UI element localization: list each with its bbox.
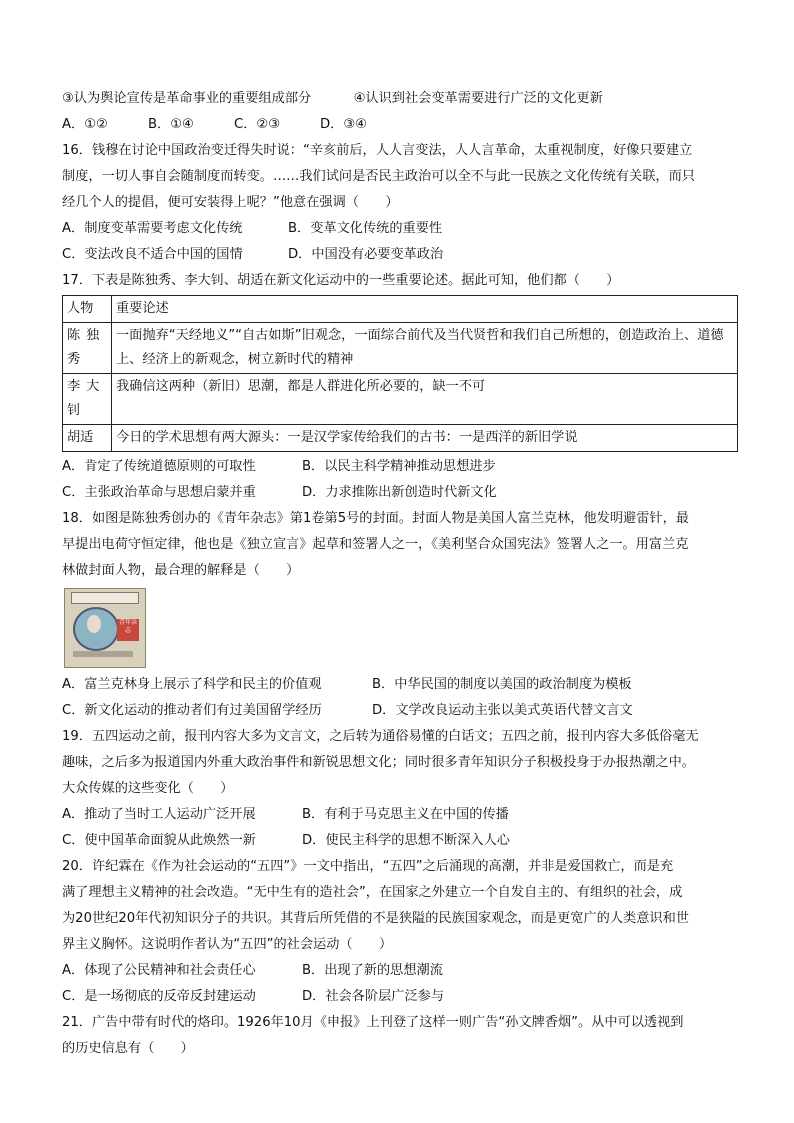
- cover-footer: [73, 651, 133, 657]
- option-c[interactable]: C．变法改良不适合中国的国情: [62, 247, 243, 262]
- quote-cell: 我确信这两种（新旧）思潮，都是人群进化所必要的，缺一不可: [112, 374, 738, 425]
- q15-statements: [62, 86, 738, 112]
- option-a[interactable]: A．制度变革需要考虑文化传统: [62, 221, 243, 236]
- question-text-line: 趣味，之后多为报道国内外重大政治事件和新锐思想文化；同时很多青年知识分子积极投身于办报热潮之中。: [62, 755, 695, 770]
- question-text-line: 20．许纪霖在《作为社会运动的“五四”》一文中指出，“五四”之后涌现的高潮，并非是爱国救亡，而是充: [62, 859, 674, 874]
- person-cell: 胡适: [63, 425, 112, 452]
- table-header-cell: 人物: [63, 296, 112, 323]
- options-row: [62, 828, 738, 854]
- option-b[interactable]: B．中华民国的制度以美国的政治制度为模板: [372, 677, 632, 692]
- option-d[interactable]: D．文学改良运动主张以美式英语代替文言文: [372, 703, 633, 718]
- table-row: [63, 323, 738, 374]
- option-b[interactable]: B．变革文化传统的重要性: [288, 221, 443, 236]
- statement-3: ③认为舆论宣传是革命事业的重要组成部分: [62, 91, 312, 106]
- cover-masthead: [71, 592, 139, 604]
- question-18: [62, 506, 738, 724]
- cover-title-block: 青年杂志: [117, 619, 139, 641]
- question-text-line: 经几个人的提倡，便可安装得上呢？”他意在强调（ ）: [62, 195, 399, 210]
- option-a[interactable]: A．①②: [62, 117, 108, 132]
- question-text-line: 的历史信息有（ ）: [62, 1041, 194, 1056]
- question-text-line: 21．广告中带有时代的烙印。1926年10月《申报》上刊登了这样一则广告“孙文牌香烟”。从中可以透视到: [62, 1015, 684, 1030]
- q15-options: [62, 112, 738, 138]
- question-text-line: 17．下表是陈独秀、李大钊、胡适在新文化运动中的一些重要论述。据此可知，他们都（ ）: [62, 273, 620, 288]
- question-text-line: 16．钱穆在讨论中国政治变迁得失时说：“辛亥前后，人人言变法，人人言革命，太重视制度，好像只要建立: [62, 143, 693, 158]
- quote-cell: 一面抛弃“天经地义”“自古如斯”旧观念，一面综合前代及当代贤哲和我们自己所想的，创造政治上、道德上、经济上的新观念，树立新时代的精神: [112, 323, 738, 374]
- question-text-line: 大众传媒的这些变化（ ）: [62, 781, 234, 796]
- question-text-line: 19．五四运动之前，报刊内容大多为文言文，之后转为通俗易懂的白话文；五四之前，报刊内容大多低俗毫无: [62, 729, 699, 744]
- option-a[interactable]: A．肯定了传统道德原则的可取性: [62, 459, 256, 474]
- question-17: [62, 268, 738, 506]
- options-row: [62, 672, 738, 698]
- question-text-line: 早提出电荷守恒定律，他也是《独立宣言》起草和签署人之一，《美利坚合众国宪法》签署人之一。用富兰克: [62, 537, 689, 552]
- question-19: [62, 724, 738, 854]
- question-text-line: 为20世纪20年代初知识分子的共识。其背后所凭借的不是狭隘的民族国家观念，而是更宽广的人类意识和世: [62, 911, 689, 926]
- question-text-line: 林做封面人物，最合理的解释是（ ）: [62, 563, 300, 578]
- option-d[interactable]: D．社会各阶层广泛参与: [302, 989, 445, 1004]
- option-c[interactable]: C．②③: [234, 117, 281, 132]
- table-header-cell: 重要论述: [112, 296, 738, 323]
- question-text-line: 制度，一切人事自会随制度而转变。……我们试问是否民主政治可以全不与此一民族之文化传统有关联，而只: [62, 169, 695, 184]
- option-b[interactable]: B．出现了新的思想潮流: [302, 963, 443, 978]
- options-row: [62, 454, 738, 480]
- table-row: [63, 374, 738, 425]
- statement-4: ④认识到社会变革需要进行广泛的文化更新: [353, 91, 603, 106]
- option-b[interactable]: B．①④: [148, 117, 194, 132]
- option-b[interactable]: B．有利于马克思主义在中国的传播: [302, 807, 509, 822]
- options-row: [62, 958, 738, 984]
- table-row: [63, 425, 738, 452]
- option-a[interactable]: A．富兰克林身上展示了科学和民主的价值观: [62, 677, 322, 692]
- options-row: [62, 480, 738, 506]
- option-d[interactable]: D．使民主科学的思想不断深入人心: [302, 833, 510, 848]
- options-row: [62, 698, 738, 724]
- option-b[interactable]: B．以民主科学精神推动思想进步: [302, 459, 496, 474]
- quotes-table: [62, 295, 738, 452]
- question-text-line: 界主义胸怀。这说明作者认为“五四”的社会运动（ ）: [62, 937, 393, 952]
- exam-page: [62, 86, 738, 1062]
- option-d[interactable]: D．力求推陈出新创造时代新文化: [302, 485, 497, 500]
- person-cell: 李大钊: [63, 374, 112, 425]
- table-header-row: [63, 296, 738, 323]
- options-row: [62, 242, 738, 268]
- person-cell: 陈独秀: [63, 323, 112, 374]
- option-c[interactable]: C．新文化运动的推动者们有过美国留学经历: [62, 703, 322, 718]
- options-row: [62, 984, 738, 1010]
- option-c[interactable]: C．使中国革命面貌从此焕然一新: [62, 833, 256, 848]
- magazine-cover-image: [64, 588, 146, 668]
- options-row: [62, 216, 738, 242]
- option-c[interactable]: C．是一场彻底的反帝反封建运动: [62, 989, 256, 1004]
- question-text-line: 满了理想主义精神的社会改造。“无中生有的造社会”，在国家之外建立一个自发自主的、有组织的社会，成: [62, 885, 683, 900]
- franklin-portrait: [87, 615, 101, 633]
- option-c[interactable]: C．主张政治革命与思想启蒙并重: [62, 485, 256, 500]
- option-d[interactable]: D．中国没有必要变革政治: [288, 247, 444, 262]
- quote-cell: 今日的学术思想有两大源头：一是汉学家传给我们的古书：一是西洋的新旧学说: [112, 425, 738, 452]
- options-row: [62, 802, 738, 828]
- question-16: [62, 138, 738, 268]
- option-a[interactable]: A．推动了当时工人运动广泛开展: [62, 807, 256, 822]
- question-20: [62, 854, 738, 1010]
- question-21: [62, 1010, 738, 1062]
- option-a[interactable]: A．体现了公民精神和社会责任心: [62, 963, 256, 978]
- question-text-line: 18．如图是陈独秀创办的《青年杂志》第1卷第5号的封面。封面人物是美国人富兰克林，他发明避雷针，最: [62, 511, 689, 526]
- option-d[interactable]: D．③④: [320, 117, 367, 132]
